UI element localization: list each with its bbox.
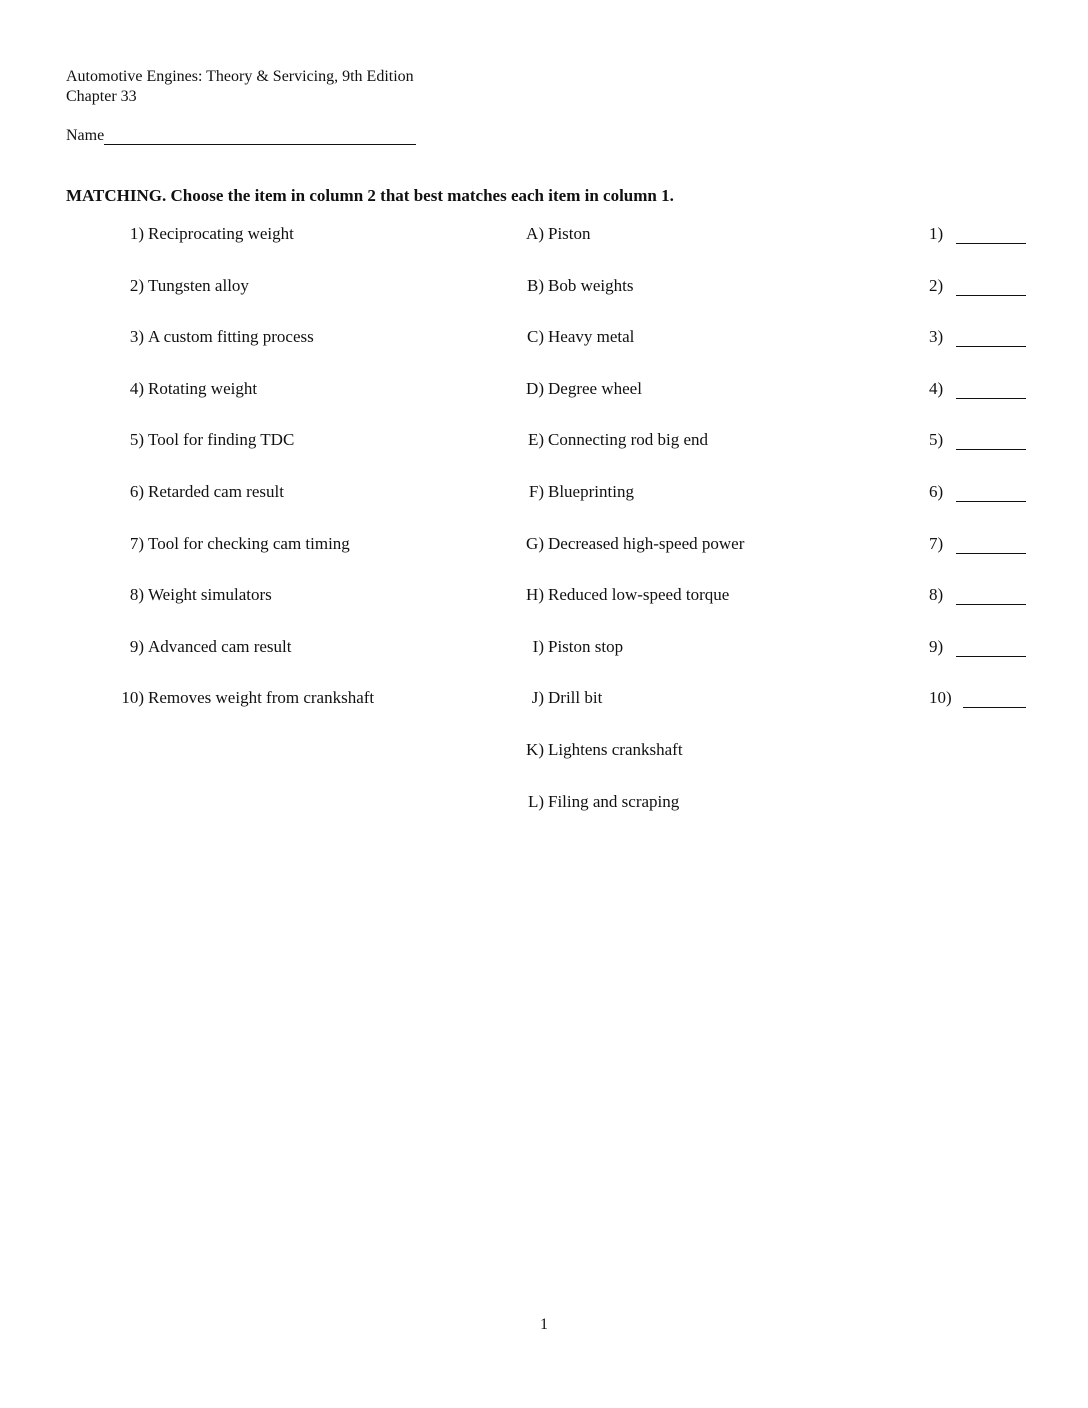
column2-letter: L)	[527, 791, 544, 811]
column2-item: Heavy metal	[548, 327, 635, 347]
column2-item: Connecting rod big end	[548, 430, 709, 450]
column2-letter: H)	[526, 585, 544, 605]
column2-letter: C)	[527, 327, 544, 347]
answer-number: 5)	[929, 430, 944, 450]
column1-item: Tool for checking cam timing	[148, 533, 350, 553]
column1-item: Advanced cam result	[148, 636, 292, 656]
column2-item: Filing and scraping	[548, 791, 680, 811]
page-number: 1	[540, 1316, 548, 1333]
column1-number: 9)	[129, 636, 144, 656]
name-row	[66, 126, 416, 145]
answer-blank[interactable]	[956, 398, 1026, 399]
column1-number: 5)	[129, 430, 144, 450]
answer-number: 6)	[929, 482, 944, 501]
column2-item: Degree wheel	[548, 378, 642, 398]
column2-item: Decreased high-speed power	[548, 533, 745, 553]
answer-blank[interactable]	[956, 553, 1026, 554]
column1-number: 3)	[129, 327, 144, 347]
column2-letter: K)	[526, 740, 544, 759]
column1-number: 7)	[129, 533, 144, 553]
column2-letter: I)	[532, 636, 544, 656]
column2-item: Bob weights	[548, 275, 634, 295]
column1-item: Tungsten alloy	[148, 275, 249, 295]
column2-item: Reduced low-speed torque	[548, 585, 730, 605]
column1-item: Retarded cam result	[148, 482, 284, 501]
answer-blank[interactable]	[956, 604, 1026, 605]
column2-letter: J)	[531, 688, 544, 708]
answer-number: 1)	[929, 224, 944, 243]
answer-number: 2)	[929, 275, 944, 295]
answer-number: 8)	[929, 585, 944, 605]
column2-item: Piston	[548, 224, 591, 243]
column1-number: 8)	[129, 585, 144, 605]
column2-letter: G)	[526, 533, 544, 553]
column2-item: Blueprinting	[548, 482, 634, 501]
answer-blank[interactable]	[956, 295, 1026, 296]
column2-item: Piston stop	[548, 636, 624, 656]
column1-number: 2)	[129, 275, 144, 295]
answer-blank[interactable]	[956, 449, 1026, 450]
answer-number: 4)	[929, 378, 944, 398]
answer-number: 10)	[929, 688, 952, 708]
column2-item: Lightens crankshaft	[548, 740, 683, 759]
answer-number: 7)	[929, 533, 944, 553]
answer-blank[interactable]	[956, 243, 1026, 244]
column1-item: Removes weight from crankshaft	[148, 688, 375, 708]
column1-number: 10)	[121, 688, 144, 708]
name-field[interactable]	[104, 126, 416, 145]
book-title: Automotive Engines: Theory & Servicing, 9th Edition	[66, 68, 414, 85]
column2-letter: F)	[528, 482, 544, 501]
column1-item: Rotating weight	[148, 378, 258, 398]
column1-item: Reciprocating weight	[148, 224, 294, 243]
column1-number: 1)	[129, 224, 144, 243]
matching-instructions: MATCHING. Choose the item in column 2 that best matches each item in column 1.	[66, 186, 674, 205]
chapter-label: Chapter 33	[66, 88, 137, 105]
column2-letter: D)	[526, 378, 544, 398]
column2-letter: A)	[526, 224, 544, 243]
column2-item: Drill bit	[548, 688, 603, 708]
column1-item: A custom fitting process	[148, 327, 314, 347]
column1-number: 6)	[129, 482, 144, 501]
column1-number: 4)	[129, 378, 144, 398]
answer-blank[interactable]	[956, 656, 1026, 657]
answer-blank[interactable]	[963, 707, 1026, 708]
column2-letter: E)	[527, 430, 544, 450]
column1-item: Weight simulators	[148, 585, 272, 605]
answer-number: 3)	[929, 327, 944, 347]
column2-letter: B)	[527, 275, 544, 295]
answer-number: 9)	[929, 636, 944, 656]
answer-blank[interactable]	[956, 346, 1026, 347]
name-label: Name	[66, 127, 105, 144]
answer-blank[interactable]	[956, 501, 1026, 502]
column1-item: Tool for finding TDC	[148, 430, 295, 450]
